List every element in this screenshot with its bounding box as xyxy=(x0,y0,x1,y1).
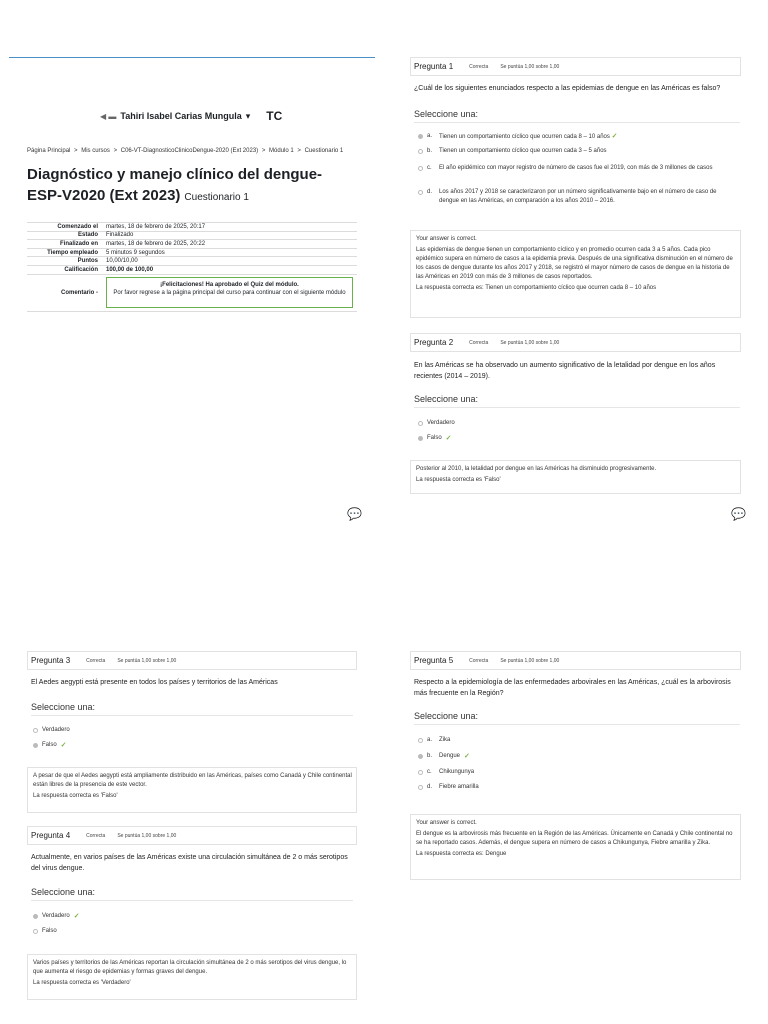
chat-icon[interactable]: 💬 xyxy=(347,507,362,521)
chat-icon[interactable]: 💬 xyxy=(731,507,746,521)
question-1-feedback xyxy=(410,230,741,318)
question-status: Correcta xyxy=(469,63,489,70)
summary-value: martes, 18 de febrero de 2025, 20:17 xyxy=(102,223,357,232)
question-text: ¿Cuál de los siguientes enunciados respecto a las epidemias de dengue en las Américas es falso? xyxy=(414,85,721,92)
question-status: Correcta xyxy=(86,657,106,664)
radio-icon[interactable] xyxy=(33,929,38,934)
option-label: Verdadero xyxy=(42,727,70,733)
chevron-down-icon[interactable]: ▾ xyxy=(245,110,251,121)
question-number: Pregunta 1 xyxy=(414,62,454,71)
option-true[interactable] xyxy=(33,726,70,735)
summary-key: Puntos xyxy=(27,257,102,266)
breadcrumb-home[interactable]: Página Principal xyxy=(27,148,71,154)
option-label: Falso xyxy=(427,435,442,441)
option-letter: b. xyxy=(427,148,433,154)
feedback-status: Your answer is correct. xyxy=(416,236,477,242)
summary-value: 5 minutos 9 segundos xyxy=(102,248,357,257)
option-letter: c. xyxy=(427,769,432,775)
breadcrumb-sep: > xyxy=(261,148,266,154)
summary-key: Calificación xyxy=(27,265,102,274)
question-3-feedback xyxy=(27,767,357,813)
summary-row xyxy=(27,257,357,266)
option-letter: d. xyxy=(427,189,433,195)
option-label: Falso xyxy=(42,742,57,748)
question-text: El Aedes aegypti está presente en todos los países y territorios de las Américas xyxy=(31,679,278,686)
radio-icon[interactable] xyxy=(418,134,423,139)
question-points: Se puntúa 1,00 sobre 1,00 xyxy=(500,339,560,346)
option-label: Los años 2017 y 2018 se caracterizaron por un número significativamente bajo en el número de caso de dengue en las Américas, en comparación a los años 2010 – 2016. xyxy=(439,189,717,204)
option-false[interactable] xyxy=(33,927,57,936)
breadcrumb-my-courses[interactable]: Mis cursos xyxy=(81,148,110,154)
select-label: Seleccione una: xyxy=(31,702,353,716)
question-points: Se puntúa 1,00 sobre 1,00 xyxy=(117,832,177,839)
radio-icon[interactable] xyxy=(418,149,423,154)
summary-row xyxy=(27,231,357,240)
feedback-explanation: A pesar de que el Aedes aegypti está ampliamente distribuido en las Américas, países como Canadá y Chile continental están libres de la presencia de este vector. xyxy=(33,773,352,788)
question-points: Se puntúa 1,00 sobre 1,00 xyxy=(500,63,560,70)
option-text xyxy=(439,132,617,142)
breadcrumb-module[interactable]: Módulo 1 xyxy=(269,148,294,154)
question-1-header xyxy=(410,57,741,76)
radio-icon[interactable] xyxy=(418,785,423,790)
question-number: Pregunta 2 xyxy=(414,338,454,347)
radio-icon[interactable] xyxy=(418,738,423,743)
feedback-answer: La respuesta correcta es 'Verdadero' xyxy=(33,980,131,986)
summary-value: Finalizado xyxy=(102,231,357,240)
avatar[interactable]: TC xyxy=(266,109,283,123)
option-letter: d. xyxy=(427,784,433,790)
summary-key: Finalizado en xyxy=(27,240,102,249)
question-4-feedback xyxy=(27,954,357,1000)
select-label: Seleccione una: xyxy=(31,887,353,901)
check-icon: ✓ xyxy=(73,913,80,920)
feedback-answer: La respuesta correcta es: Tienen un comportamiento cíclico que ocurren cada 8 – 10 años xyxy=(416,285,657,291)
feedback-explanation: Las epidemias de dengue tienen un comportamiento cíclico y en promedio ocurren cada 3 a 5 años. Cada pico epidémico supera en número de casos a la epidemia previa. Después de una significativa disminución en el número de los casos de dengue durante los años 2017 y 2018, se registró el mayor número de casos de dengue en la historia de las Américas en 2019 con más de 3 millones de casos reportados. xyxy=(416,247,733,280)
feedback-answer: La respuesta correcta es 'Falso' xyxy=(33,793,118,799)
summary-key: Comenzado el xyxy=(27,223,102,232)
feedback-explanation: Varios países y territorios de las Américas reportan la circulación simultánea de 2 o más serotipos del virus dengue, lo que aumenta el riesgo de epidemias y formas graves del dengue. xyxy=(33,960,347,975)
question-points: Se puntúa 1,00 sobre 1,00 xyxy=(500,657,560,664)
summary-row xyxy=(27,240,357,249)
feedback-status: Your answer is correct. xyxy=(416,820,477,826)
page-title-text: Diagnóstico y manejo clínico del dengue-ESP-V2020 (Ext 2023) xyxy=(27,166,323,204)
question-number: Pregunta 3 xyxy=(31,656,71,665)
question-2-header xyxy=(410,333,741,352)
option-a[interactable] xyxy=(418,736,450,745)
check-icon: ✓ xyxy=(464,753,470,760)
option-b[interactable] xyxy=(418,752,470,761)
comment-body: Por favor regrese a la página principal del curso para continuar con el siguiente módulo xyxy=(113,290,346,297)
question-text: Actualmente, en varios países de las Américas existe una circulación simultánea de 2 o más serotipos del virus dengue. xyxy=(31,854,348,872)
option-c[interactable] xyxy=(418,164,738,173)
select-label: Seleccione una: xyxy=(414,711,740,725)
question-5-header xyxy=(410,651,741,670)
option-letter: a. xyxy=(427,737,433,743)
radio-icon[interactable] xyxy=(418,436,423,441)
feedback-answer: La respuesta correcta es 'Falso' xyxy=(416,477,501,483)
question-status: Correcta xyxy=(86,832,106,839)
radio-icon[interactable] xyxy=(418,770,423,775)
radio-icon[interactable] xyxy=(418,421,423,426)
option-label: Tienen un comportamiento cíclico que ocurren cada 3 – 5 años xyxy=(439,148,607,154)
option-label: Tienen un comportamiento cíclico que ocurren cada 8 – 10 años xyxy=(439,134,610,140)
summary-row xyxy=(27,265,357,274)
summary-row xyxy=(27,274,357,312)
radio-icon[interactable] xyxy=(33,728,38,733)
radio-icon[interactable] xyxy=(418,166,423,171)
page-subtitle: Cuestionario 1 xyxy=(184,192,249,203)
option-false[interactable] xyxy=(33,741,67,750)
select-label: Seleccione una: xyxy=(414,394,740,408)
radio-icon[interactable] xyxy=(33,743,38,748)
option-false[interactable] xyxy=(418,434,452,443)
option-label: Dengue xyxy=(439,753,461,759)
check-icon: ✓ xyxy=(445,435,452,442)
breadcrumb xyxy=(27,148,345,154)
summary-value: 100,00 de 100,00 xyxy=(102,265,357,274)
question-5-feedback xyxy=(410,814,741,880)
option-letter: a. xyxy=(427,133,433,139)
quiz-summary-table xyxy=(27,222,357,312)
option-letter: b. xyxy=(427,753,433,759)
option-label: Verdadero xyxy=(42,913,70,919)
option-b[interactable] xyxy=(418,147,738,156)
option-true[interactable] xyxy=(33,912,80,921)
question-text: Respecto a la epidemiología de las enfermedades arbovirales en las Américas, ¿cuál es la arbovirosis más frecuente en la Región? xyxy=(414,679,731,697)
option-label: Falso xyxy=(42,928,57,934)
summary-key: Estado xyxy=(27,231,102,240)
summary-value: martes, 18 de febrero de 2025, 20:22 xyxy=(102,240,357,249)
summary-value xyxy=(102,274,357,312)
select-label: Seleccione una: xyxy=(414,109,740,123)
breadcrumb-quiz[interactable]: Cuestionario 1 xyxy=(304,148,344,154)
question-points: Se puntúa 1,00 sobre 1,00 xyxy=(117,657,177,664)
breadcrumb-course[interactable]: C06-VT-DiagnosticoClinicoDengue-2020 (Ext 2023) xyxy=(120,148,259,154)
feedback-answer: La respuesta correcta es: Dengue xyxy=(416,851,507,857)
summary-key: Comentario - xyxy=(27,274,102,312)
radio-icon[interactable] xyxy=(418,754,423,759)
feedback-explanation: El dengue es la arbovirosis más frecuente en la Región de las Américas. Únicamente en Canadá y Chile continental no se ha reportado casos. Además, el dengue supera en número de casos a Chikungunya, Fiebre amarilla y Zika. xyxy=(416,831,733,846)
feedback-explanation: Posterior al 2010, la letalidad por dengue en las Américas ha disminuido progresivamente. xyxy=(416,466,657,472)
option-label: Verdadero xyxy=(427,420,455,426)
question-number: Pregunta 4 xyxy=(31,831,71,840)
option-true[interactable] xyxy=(418,419,455,428)
breadcrumb-sep: > xyxy=(113,148,118,154)
breadcrumb-sep: > xyxy=(297,148,301,154)
question-text: En las Américas se ha observado un aumento significativo de la letalidad por dengue en los años recientes (2014 – 2019). xyxy=(414,362,716,380)
check-icon: ✓ xyxy=(60,742,67,749)
comment-box xyxy=(106,277,353,308)
user-menu[interactable] xyxy=(100,109,282,123)
check-icon: ✓ xyxy=(611,133,618,140)
summary-value: 10,00/10,00 xyxy=(102,257,357,266)
question-3-header xyxy=(27,651,357,670)
question-4-header xyxy=(27,826,357,845)
breadcrumb-sep: > xyxy=(74,148,78,154)
option-label: Zika xyxy=(439,737,451,743)
option-c[interactable] xyxy=(418,768,474,777)
question-status: Correcta xyxy=(469,339,489,346)
user-name[interactable]: Tahiri Isabel Carias Mungula xyxy=(120,111,242,121)
option-letter: c. xyxy=(427,165,432,171)
page-title xyxy=(27,164,357,208)
question-number: Pregunta 5 xyxy=(414,656,454,665)
radio-icon[interactable] xyxy=(418,190,423,195)
option-label: Chikungunya xyxy=(439,769,475,775)
question-2-feedback xyxy=(410,460,741,494)
option-a[interactable] xyxy=(418,132,738,142)
comment-title: ¡Felicitaciones! Ha aprobado el Quiz del módulo. xyxy=(160,282,299,289)
summary-key: Tiempo empleado xyxy=(27,248,102,257)
option-d[interactable] xyxy=(418,188,738,206)
option-label: Fiebre amarilla xyxy=(439,784,479,790)
summary-row xyxy=(27,223,357,232)
header-divider xyxy=(9,57,375,58)
option-d[interactable] xyxy=(418,783,479,792)
radio-icon[interactable] xyxy=(33,914,38,919)
notification-icon[interactable]: ◀ ▬ xyxy=(100,111,117,121)
summary-row xyxy=(27,248,357,257)
question-status: Correcta xyxy=(469,657,489,664)
option-label: El año epidémico con mayor registro de número de casos fue el 2019, con más de 3 millones de casos xyxy=(439,165,713,171)
